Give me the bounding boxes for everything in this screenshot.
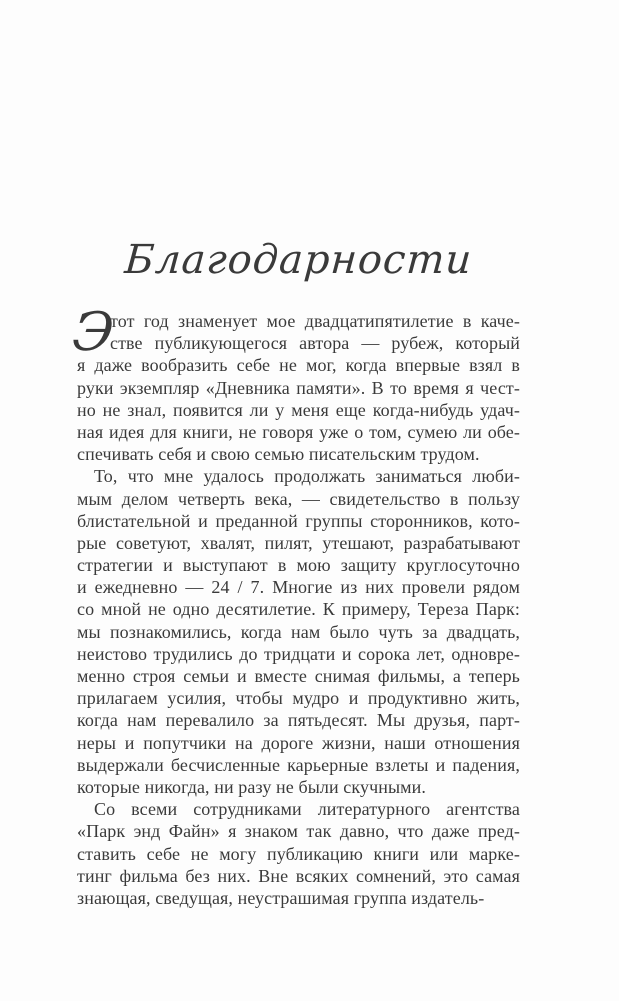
text-line: мы познакомились, когда нам было чуть за двадцать, — [77, 621, 520, 642]
text-line: тинг фильма без них. Вне всяких сомнений, это самая — [77, 865, 520, 886]
text-line: «Парк энд Файн» я знаком так давно, что даже пред- — [77, 821, 520, 842]
text-line: и ежедневно — 24 / 7. Многие из них провели рядом — [77, 577, 520, 598]
text-line: я даже вообразить себе не мог, когда впервые взял в — [77, 355, 520, 376]
text-line: выдержали бесчисленные карьерные взлеты и падения, — [77, 754, 520, 775]
paragraph — [77, 798, 520, 909]
text-line: рые советуют, хвалят, пилят, утешают, разрабатывают — [77, 532, 520, 553]
text-block — [69, 302, 520, 909]
text-line: Со всеми сотрудниками литературного агентства — [94, 799, 520, 820]
text-line: знающая, сведущая, неустрашимая группа издатель- — [77, 887, 485, 908]
paragraph — [69, 302, 520, 465]
chapter-title: Благодарности — [123, 237, 474, 283]
text-line: мым делом четверть века, — свидетельство в пользу — [77, 488, 520, 509]
text-line: но не знал, появится ли у меня еще когда-нибудь удач- — [77, 399, 520, 420]
paragraph — [77, 465, 520, 798]
text-line: неры и попутчики на дороге жизни, наши отношения — [77, 732, 520, 753]
text-line: стве публикующегося автора — рубеж, который — [110, 333, 520, 354]
text-line: То, что мне удалось продолжать заниматься люби- — [94, 466, 520, 487]
drop-cap: Э — [69, 302, 117, 363]
text-line: ставить себе не могу публикацию книги или марке- — [77, 843, 520, 864]
text-line: спечивать себя и свою семью писательским трудом. — [77, 444, 480, 465]
text-line: стратегии и выступают в мою защиту круглосуточно — [77, 555, 520, 576]
text-line: которые никогда, ни разу не были скучными. — [77, 776, 426, 797]
text-line: руки экземпляр «Дневника памяти». В то время я чест- — [77, 377, 520, 398]
text-line: ная идея для книги, не говоря уже о том, сумею ли обе- — [77, 421, 520, 442]
text-line: неистово трудились до тридцати и сорока лет, одновре- — [77, 643, 520, 664]
text-line: когда нам перевалило за пятьдесят. Мы друзья, парт- — [77, 710, 520, 731]
text-line: тот год знаменует мое двадцатипятилетие в каче- — [110, 311, 520, 331]
text-line: со мной не одно десятилетие. К примеру, Тереза Парк: — [77, 599, 520, 620]
text-line: блистательной и преданной группы сторонников, кото- — [77, 510, 520, 531]
text-line: менно строя семьи и вместе снимая фильмы, а теперь — [77, 666, 520, 686]
text-line: прилагаем усилия, чтобы мудро и продуктивно жить, — [77, 688, 520, 709]
